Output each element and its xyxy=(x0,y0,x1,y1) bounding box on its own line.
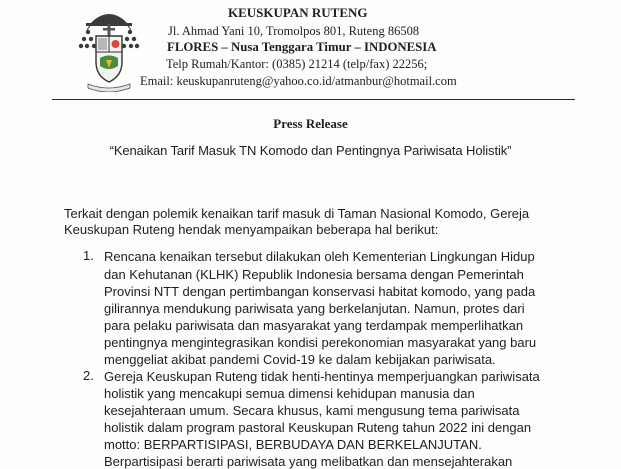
list-item-line: holistik yang mencakupi semua dimensi kehidupan manusia dan xyxy=(104,386,475,401)
intro-line-1: Terkait dengan polemik kenaikan tarif masuk di Taman Nasional Komodo, Gereja xyxy=(64,206,530,221)
list-item-line: para pelaku pariwisata dan masyarakat yang terdampak memperlihatkan xyxy=(104,318,524,333)
list-item-line: kesejahteraan umum. Secara khusus, kami mengusung tema pariwisata xyxy=(104,403,520,418)
intro-line-2: Keuskupan Ruteng hendak menyampaikan beberapa hal berikut: xyxy=(64,222,439,237)
list-item-line: pentingnya mengintegrasikan kondisi perekonomian masyarakat yang baru xyxy=(104,335,537,350)
episcopal-coat-of-arms-icon xyxy=(76,6,142,92)
letterhead-address: Jl. Ahmad Yani 10, Tromolpos 801, Ruteng 86508 xyxy=(168,24,420,38)
letterhead-region: FLORES – Nusa Tenggara Timur – INDONESIA xyxy=(167,40,437,54)
list-item-line: motto: BERPARTISIPASI, BERBUDAYA DAN BERKELANJUTAN. xyxy=(104,437,482,452)
list-item-number: 2. xyxy=(83,368,94,383)
list-item-line: Rencana kenaikan tersebut dilakukan oleh Kementerian Lingkungan Hidup xyxy=(104,249,535,264)
letterhead-organization: KEUSKUPAN RUTENG xyxy=(228,5,368,20)
list-item-number: 1. xyxy=(83,248,94,263)
letterhead-phone: Telp Rumah/Kantor: (0385) 21214 (telp/fax) 22256; xyxy=(166,57,428,71)
list-item-line: gilirannya mendukung pariwisata yang berkelanjutan. Namun, protes dari xyxy=(104,301,525,316)
list-item-line: holistik dalam program pastoral Keuskupan Ruteng tahun 2022 ini dengan xyxy=(104,420,532,435)
letterhead-email: Email: keuskupanruteng@yahoo.co.id/atmanbur@hotmail.com xyxy=(140,74,457,88)
list-item-line: menggeliat akibat pandemi Covid-19 ke dalam kebijakan pariwisata. xyxy=(104,352,496,367)
list-item-line: Provinsi NTT dengan pertimbangan konservasi habitat komodo, yang pada xyxy=(104,284,536,299)
list-item-line: Gereja Keuskupan Ruteng tidak henti-hentinya memperjuangkan pariwisata xyxy=(104,369,540,384)
list-item-line: Berpartisipasi berarti pariwisata yang melibatkan dan mensejahterakan xyxy=(104,454,513,469)
document-title: Press Release xyxy=(273,116,348,131)
document-subtitle: “Kenaikan Tarif Masuk TN Komodo dan Pentingnya Pariwisata Holistik” xyxy=(109,143,512,158)
letterhead-divider xyxy=(52,99,575,100)
list-item-line: dan Kehutanan (KLHK) Republik Indonesia bersama dengan Pemerintah xyxy=(104,267,524,282)
